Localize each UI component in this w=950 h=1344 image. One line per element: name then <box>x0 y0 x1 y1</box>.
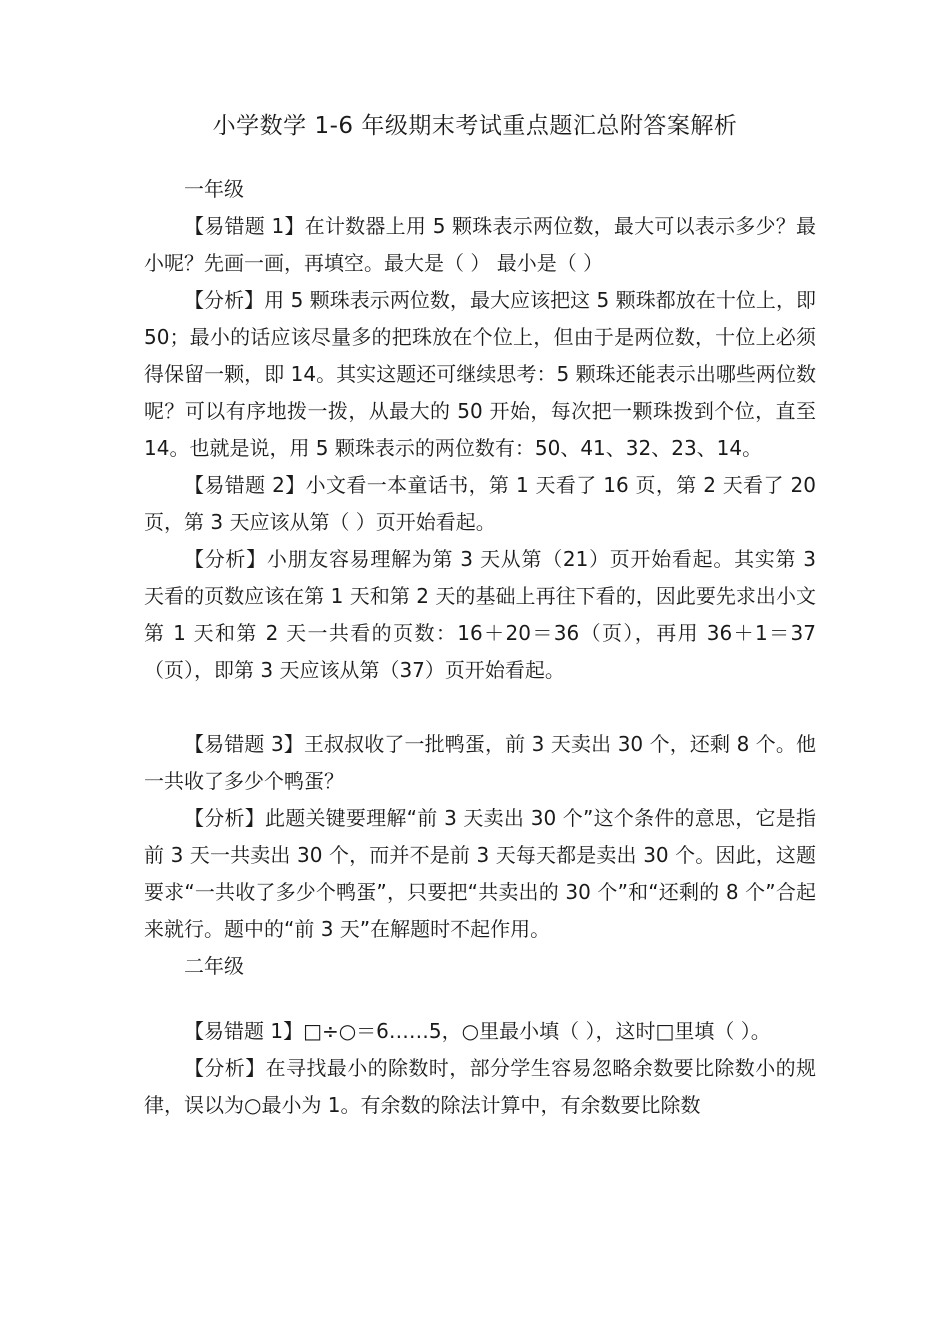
analysis-2: 【分析】小朋友容易理解为第 3 天从第（21）页开始看起。其实第 3 天看的页数应该在第 1 天和第 2 天的基础上再往下看的，因此要先求出小文第 1 天和第 2 天一共看的页数：16＋20＝36（页），再用 36＋1＝37（页），即第 3 天应该从第（37）页开始看起。 <box>144 547 816 682</box>
question-2: 【易错题 2】小文看一本童话书，第 1 天看了 16 页，第 2 天看了 20 页，第 3 天应该从第（ ）页开始看起。 <box>144 473 816 534</box>
document-title: 小学数学 1-6 年级期末考试重点题汇总附答案解析 <box>212 113 738 139</box>
analysis-4: 【分析】在寻找最小的除数时，部分学生容易忽略余数要比除数小的规律，误以为○最小为 1。有余数的除法计算中，有余数要比除数 <box>144 1056 816 1117</box>
analysis-3: 【分析】此题关键要理解“前 3 天卖出 30 个”这个条件的意思，它是指前 3 天一共卖出 30 个，而并不是前 3 天每天都是卖出 30 个。因此，这题要求“一共收了多少个鸭蛋”，只要把“共卖出的 30 个”和“还剩的 8 个”合起来就行。题中的“前 3 天”在解题时不起作用。 <box>144 806 816 941</box>
analysis-1: 【分析】用 5 颗珠表示两位数，最大应该把这 5 颗珠都放在十位上，即 50；最小的话应该尽量多的把珠放在个位上，但由于是两位数，十位上必须得保留一颗，即 14。其实这题还可继续思考：5 颗珠还能表示出哪些两位数呢？可以有序地拨一拨，从最大的 50 开始，每次把一颗珠拨到个位，直至 14。也就是说，用 5 颗珠表示的两位数有：50、41、32、23、14。 <box>144 288 816 460</box>
question-4: 【易错题 1】□÷○＝6……5，○里最小填（ ），这时□里填（ ）。 <box>184 1019 771 1043</box>
question-3: 【易错题 3】王叔叔收了一批鸭蛋，前 3 天卖出 30 个，还剩 8 个。他一共收了多少个鸭蛋？ <box>144 732 816 793</box>
question-1: 【易错题 1】在计数器上用 5 颗珠表示两位数，最大可以表示多少？最小呢？先画一画，再填空。最大是（ ） 最小是（ ） <box>144 214 816 275</box>
grade-2-heading: 二年级 <box>184 954 244 978</box>
grade-1-heading: 一年级 <box>184 177 244 201</box>
document-body <box>144 171 816 1124</box>
